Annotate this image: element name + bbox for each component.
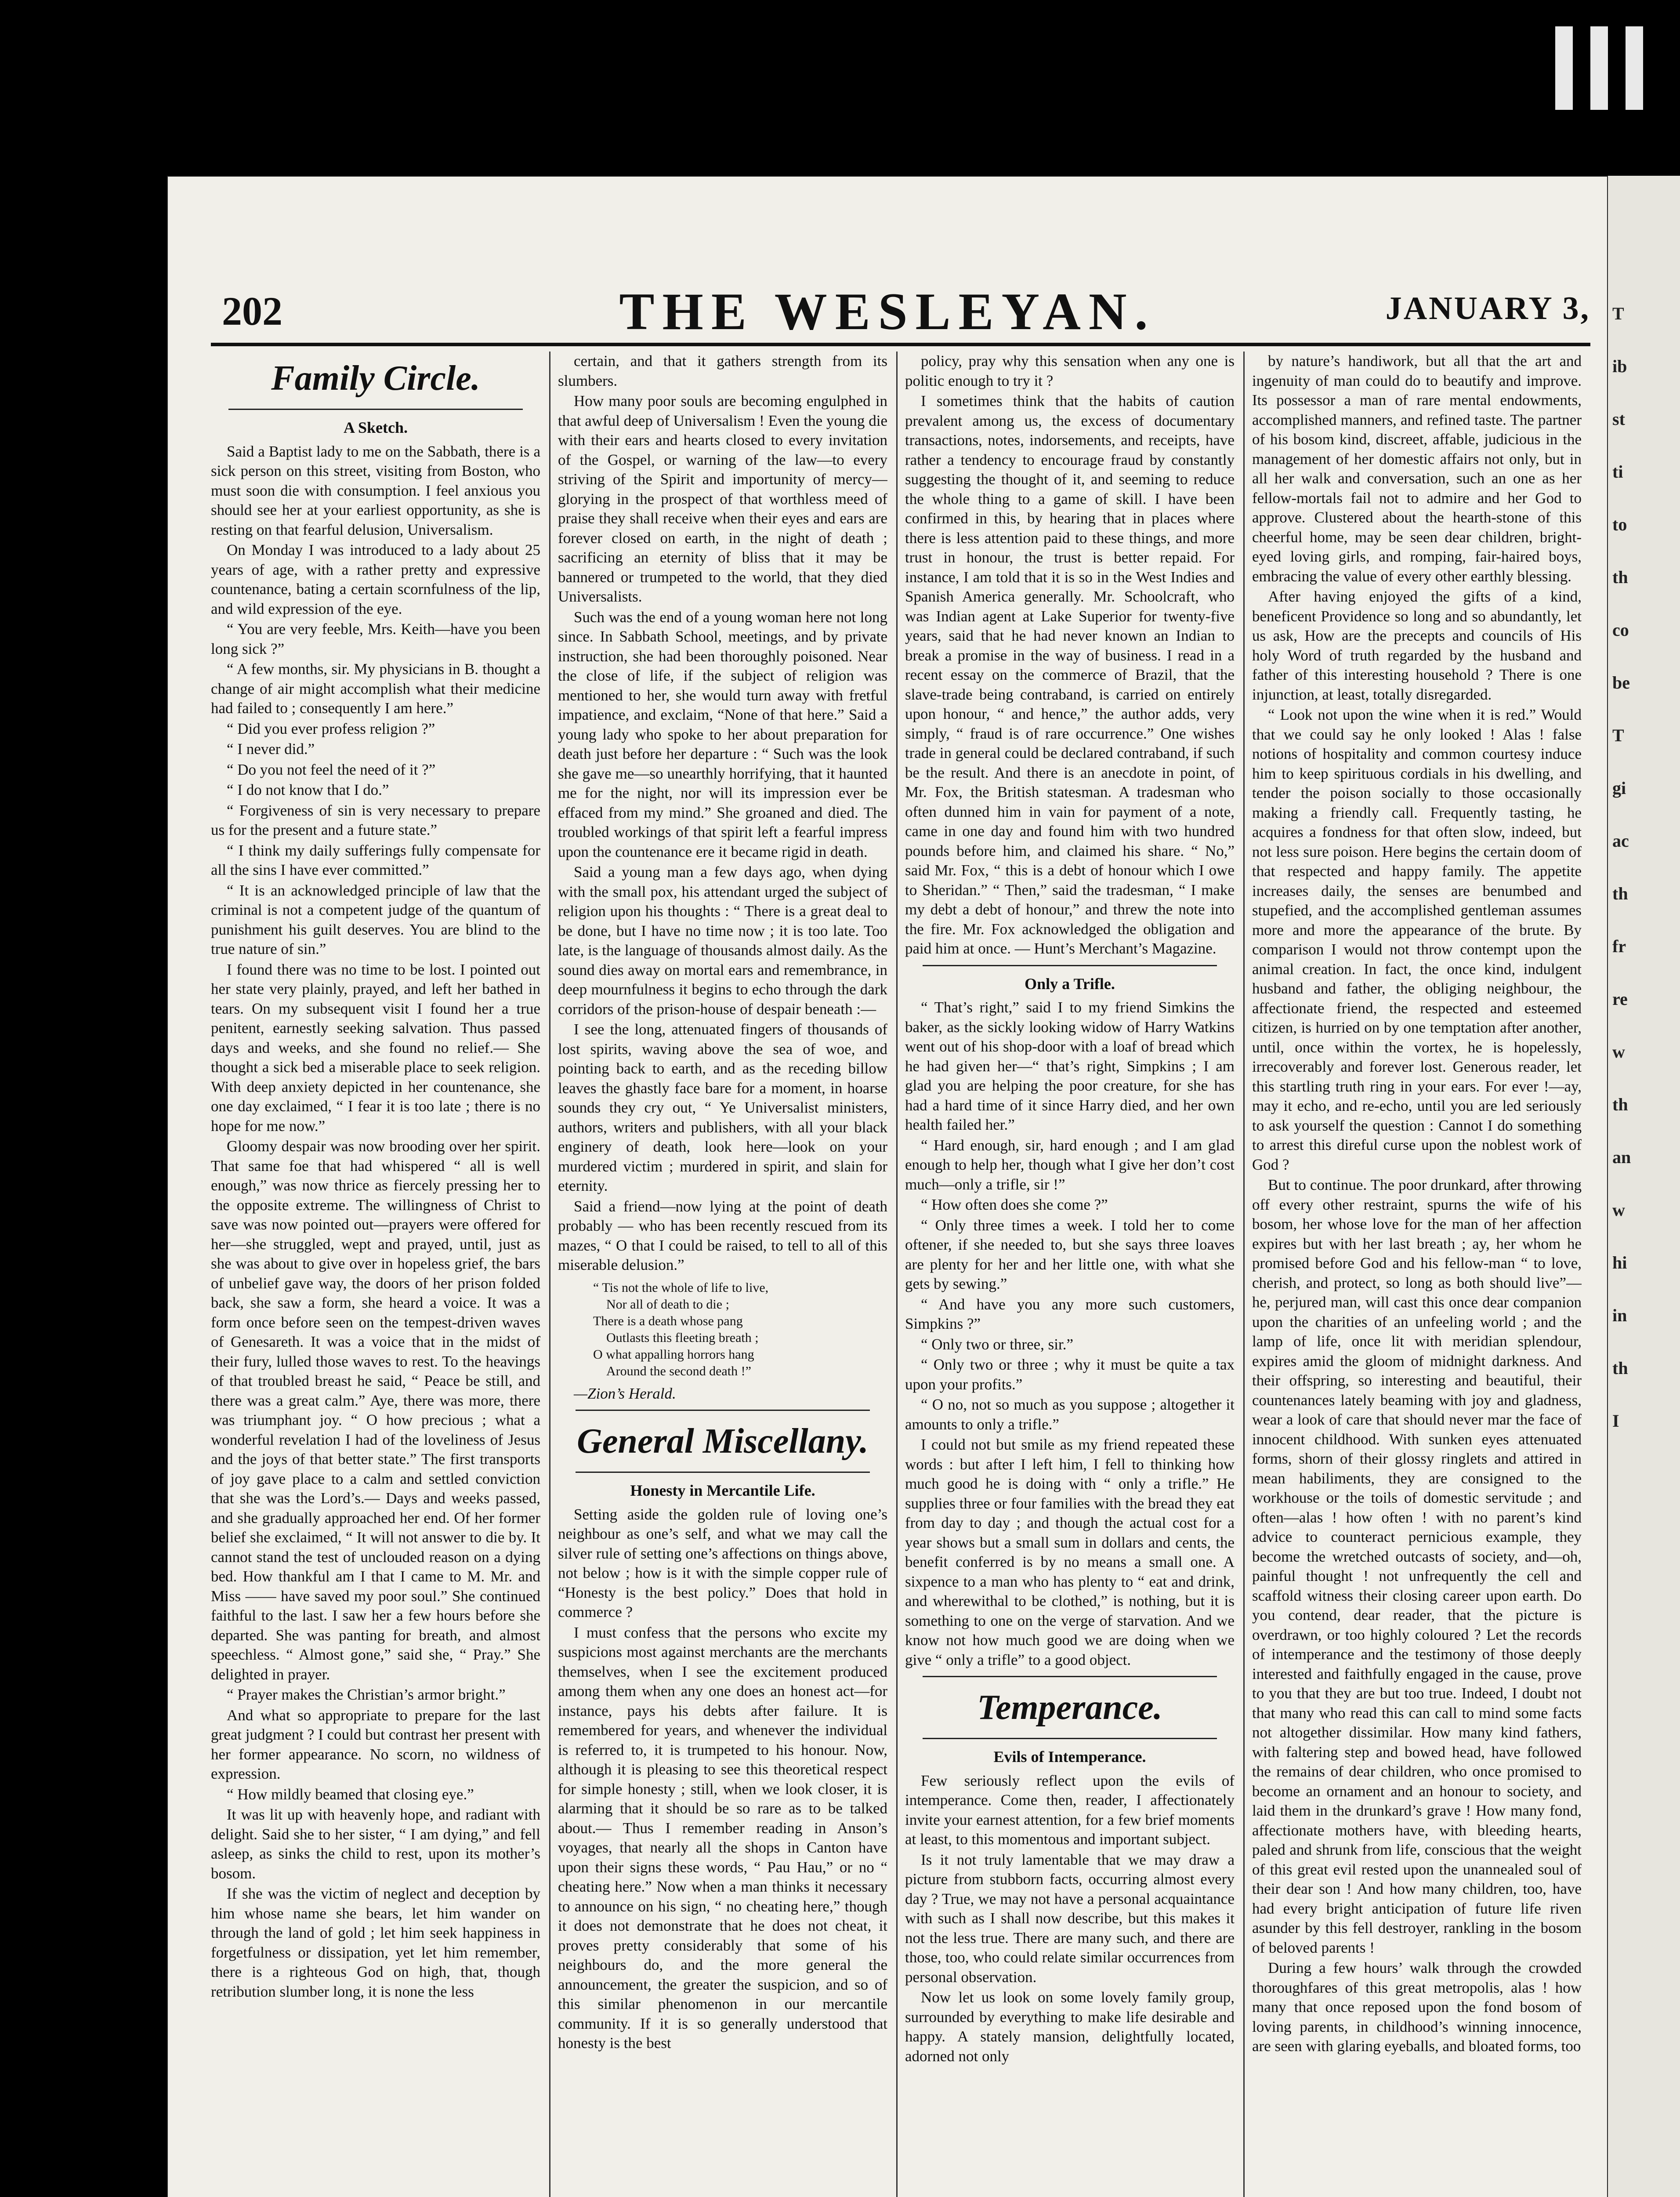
paragraph: “ You are very feeble, Mrs. Keith—have you been long sick ?” bbox=[211, 620, 540, 657]
paragraph: Said a friend—now lying at the point of death probably — who has been recently rescued from its mazes, “ O that I could be raised, to tell to all of this miserable delusion.” bbox=[558, 1197, 887, 1273]
paragraph: I sometimes think that the habits of caution prevalent among us, the excess of documentary transactions, notes, indorsements, and receipts, have rather a tendency to encourage fraud by constantly suggesting the thought of it, and seeming to reduce the whole thing to a game of skill. I have been confirmed in this, by hearing that in places where there is less attention paid to these things, and more trust in honour, the trust is better repaid. For instance, I am told that it is so in the West Indies and Spanish America generally. Mr. Schoolcraft, who was Indian agent at Lake Superior for twenty-five years, said that he had never known an Indian to break a promise in the way of business. I read in a recent essay on the commerce of Brazil, that the slave-trade being contraband, is carried on entirely upon honour, “ and hence,” the author adds, very simply, “ fraud is of rare occurrence.” One wishes trade in general could be declared contraband, if such be the result. And there is an anecdote in point, of Mr. Fox, the British statesman. A tradesman who often dunned him in vain for payment of a note, came in one day and found him with two hundred pounds before him, and claimed his share. “ No,” said Mr. Fox, “ this is a debt of honour which I owe to Sheridan.” “ Then,” said the tradesman, “ I make my debt a debt of honour,” and threw the note into the fire. Mr. Fox acknowledged the obligation and paid him at once. — Hunt’s Merchant’s Magazine. bbox=[905, 392, 1235, 957]
divider bbox=[923, 1738, 1217, 1739]
article-body bbox=[905, 998, 1235, 1670]
adjacent-page-fragment: ti bbox=[1612, 462, 1623, 482]
paragraph: After having enjoyed the gifts of a kind, beneficent Providence so long and so abundantly, let us ask, How are the precepts and councils of His holy Word of truth regarded by the husband and father of this interesting household ? There is one injunction, at least, totally disregarded. bbox=[1252, 588, 1582, 703]
paragraph: I see the long, attenuated fingers of thousands of lost spirits, waving above the sea of woe, and pointing back to earth, and as the receding billow leaves the ghastly face bare for a moment, in hoarse sounds they cry out, “ Ye Universalist ministers, authors, writers and publishers, with all your black enginery of death, look here—look on your murdered victim ; murdered in spirit, and slain for eternity. bbox=[558, 1021, 887, 1194]
paragraph: I found there was no time to be lost. I pointed out her state very plainly, prayed, and left her bathed in tears. On my subsequent visit I found her a true penitent, earnestly seeking salvation. Thus passed days and weeks, and she found no relief.— She thought a sick bed a miserable place to seek religion. With deep anxiety depicted in her countenance, she one day exclaimed, “ I fear it is too late ; there is no hope for me now.” bbox=[211, 961, 540, 1135]
paragraph: “ O no, not so much as you suppose ; altogether it amounts to only a trifle.” bbox=[905, 1396, 1235, 1433]
paragraph: Gloomy despair was now brooding over her spirit. That same foe that had whispered “ all is well enough,” was now thrice as fiercely pressing her to the opposite extreme. The willingness of Christ to save was now pointed out—prayers were offered for her—she struggled, wept and prayed, until, just as she was about to give over in hopeless grief, the bars of unbelief gave way, the doors of her prison folded back, she saw a form, she heard a voice. It was a form once before seen on the tempest-driven waves of Genesareth. It was a voice that in the midst of their fury, lulled those waves to rest. To the heavings of that troubled breast he said, “ Peace be still, and there was a great calm.” Aye, there was more, there was triumphant joy. “ O how precious ; what a wonderful revelation I had of the loveliness of Jesus and the joys of that better state.” The first transports of joy gave place to a calm and settled conviction that she was the Lord’s.— Days and weeks passed, and she gradually approached her end. Of her former belief she exclaimed, “ It will not answer to die by. It cannot stand the test of unclouded reason on a dying bed. How thankful am I that I came to M. Mr. and Miss —— have saved my poor soul.” She continued faithful to the last. I saw her a few hours before she departed. She was panting for breath, and almost speechless. “ Almost gone,” said she, “ Pray.” She delighted in prayer. bbox=[211, 1138, 540, 1683]
paragraph: certain, and that it gathers strength from its slumbers. bbox=[558, 352, 887, 389]
section-heading-general-miscellany: General Miscellany. bbox=[577, 1422, 869, 1461]
paragraph: “ How often does she come ?” bbox=[921, 1196, 1108, 1213]
adjacent-page-fragment: th bbox=[1612, 884, 1628, 903]
paragraph: “ A few months, sir. My physicians in B. thought a change of air might accomplish what their medicine had failed to ; consequently I am here.” bbox=[211, 660, 540, 717]
paragraph: “ I do not know that I do.” bbox=[227, 781, 389, 798]
adjacent-page-fragment: T bbox=[1612, 725, 1624, 745]
paragraph: On Monday I was introduced to a lady about 25 years of age, with a rather pretty and expressive countenance, bating a certain scornfulness of the lip, and wild expression of the eye. bbox=[211, 541, 540, 617]
paragraph: Setting aside the golden rule of loving one’s neighbour as one’s self, and what we may call the silver rule of setting one’s affections on things above, not below ; how is it with the simple copper rule of “Honesty is the best policy.” Does that hold in commerce ? bbox=[558, 1505, 887, 1621]
section-heading-temperance: Temperance. bbox=[977, 1688, 1162, 1727]
divider bbox=[576, 1472, 870, 1473]
adjacent-page-fragment: in bbox=[1612, 1305, 1627, 1325]
article-title-a-sketch: A Sketch. bbox=[343, 419, 408, 436]
article-body bbox=[558, 1505, 887, 2053]
adjacent-page-fragment: I bbox=[1612, 1411, 1619, 1431]
adjacent-page-fragment: w bbox=[1612, 1200, 1625, 1220]
adjacent-page-fragment: T bbox=[1612, 304, 1624, 323]
paragraph: “ It is an acknowledged principle of law that the criminal is not a competent judge of the quantum of punishment his guilt deserves. You are blind to the true nature of sin.” bbox=[211, 881, 540, 957]
paragraph: “ That’s right,” said I to my friend Simkins the baker, as the sickly looking widow of Harry Watkins went out of his shop-door with a loaf of bread which he had given her—“ that’s right, Simpkins ; I am glad you are helping the poor creature, for she has had a hard time of it since Harry died, and her own health failed her.” bbox=[905, 999, 1235, 1133]
paragraph: And what so appropriate to prepare for the last great judgment ? I could but contrast her present with her former appearance. No scorn, no wildness of expression. bbox=[211, 1706, 540, 1782]
paragraph: by nature’s handiwork, but all that the art and ingenuity of man could do to beautify and improve. Its possessor a man of rare mental endowments, accomplished manners, and refined taste. The partner of his bosom kind, discreet, affable, judicious in the management of her domestic affairs not only, but in all her walk and conversation, such an one as her fellow-mortals fail not to admire and her God to approve. Clustered about the hearth-stone of this cheerful home, may be seen dear children, bright-eyed loving girls, and romping, fair-haired boys, embracing the value of every other earthly blessing. bbox=[1252, 352, 1582, 585]
verse-line: Around the second death !” bbox=[606, 1363, 751, 1378]
paragraph: Said a Baptist lady to me on the Sabbath, there is a sick person on this street, visiting from Boston, who must soon die with consumption. I feel anxious you should see her at your earliest opportunity, as she is resting on that fearful delusion, Universalism. bbox=[211, 442, 540, 538]
paragraph: “ Did you ever profess religion ?” bbox=[227, 720, 435, 737]
paragraph: “ Hard enough, sir, hard enough ; and I am glad enough to help her, though what I give her don’t cost much—only a trifle, sir !” bbox=[905, 1136, 1235, 1193]
page-number: 202 bbox=[222, 289, 282, 334]
paragraph: Is it not truly lamentable that we may draw a picture from stubborn facts, occurring almost every day ? True, we may not have a personal acquaintance with such as I shall now describe, but this makes it not the less true. There are many such, and there are those, too, who could relate similar occurrences from personal observation. bbox=[905, 1851, 1235, 1986]
paragraph: “ Forgiveness of sin is very necessary to prepare us for the present and a future state.” bbox=[211, 801, 540, 838]
adjacent-page-fragment: ib bbox=[1612, 356, 1627, 376]
divider bbox=[923, 965, 1217, 966]
divider bbox=[576, 1410, 870, 1411]
margin-bar-top bbox=[1590, 26, 1608, 110]
paragraph: I must confess that the persons who excite my suspicions most against merchants are the merchants themselves, when I see the excitement produced among them when any one does an honest act—for instance, pays his debts after failure. It is remembered for years, and whenever the individual is referred to, it is trumpeted to his honour. Now, although it is pleasing to see this theoretical respect for simple honesty ; still, when we look closer, it is alarming that it should be so rare as to be talked about.— Thus I remember reading in Anson’s voyages, that nearly all the shops in Canton have upon their signs these words, “ Pau Hau,” or no “ cheating here.” Now when a man thinks it necessary to announce on his sign, “ no cheating here,” though it does not demonstrate that he does not cheat, it proves pretty considerably that some of his neighbours do, and the more general the announcement, the greater the suspicion, and so of this similar phenomenon in our mercantile community. If it is so generally understood that honesty is the best bbox=[558, 1624, 887, 2052]
paragraph: But to continue. The poor drunkard, after throwing off every other restraint, spurns the wife of his bosom, her whose love for the man of her affection expires but with her last breath ; ay, her whom he promised before God and his fellow-man “ to love, cherish, and protect, so long as both should live”—he, perjured man, will cast this once dear companion upon the charities of an unfeeling world ; and the lamp of life, once lit with meridian splendour, expires amid the gloom of midnight darkness. And their offspring, so interesting and beautiful, their countenances lately beaming with joy and gladness, wear a look of care that should never mar the face of innocent childhood. With sunken eyes attenuated forms, shorn of their glossy ringlets and attired in mean habiliments, they are consigned to the workhouse or the toils of domestic servitude ; and often—alas ! how often ! with no parent’s kind advice to counteract pernicious example, they become the wretched outcasts of society, and—oh, painful thought ! not unfrequently the cell and scaffold witness their closing career upon earth. Do you contend, dear reader, that the picture is overdrawn, or too highly coloured ? Let the records of intemperance and the testimony of those deeply interested and faithfully engaged in the cause, prove to you that they are but too true. Indeed, I doubt not that many who read this can call to mind some facts not altogether dissimilar. How many kind fathers, with faltering step and bowed head, have followed the remains of dear children, who once promised to become an ornament and an honour to society, and laid them in the drunkard’s grave ! How many fond, affectionate mothers have, with bleeding hearts, paled and shrunk from life, conscious that the weight of this great evil rested upon the unannealed soul of their dear son ! And how many children, too, have had every bright anticipation of future life riven asunder by this fell destroyer, rankling in the bosom of beloved parents ! bbox=[1252, 1176, 1582, 1956]
divider bbox=[923, 1676, 1217, 1677]
column-4 bbox=[1252, 352, 1582, 2197]
adjacent-page-fragment: be bbox=[1612, 673, 1630, 692]
paragraph: “ I never did.” bbox=[227, 740, 315, 758]
adjacent-page-fragment: st bbox=[1612, 409, 1625, 429]
masthead-title: THE WESLEYAN. bbox=[619, 282, 1156, 341]
issue-date: JANUARY 3, bbox=[1385, 290, 1590, 326]
verse-line: There is a death whose pang bbox=[593, 1313, 743, 1328]
verse-line: Outlasts this fleeting breath ; bbox=[606, 1330, 759, 1345]
paragraph: “ Do you not feel the need of it ?” bbox=[227, 761, 436, 778]
paragraph: During a few hours’ walk through the crowded thoroughfares of this great metropolis, alas ! how many that once reposed upon the fond bosom of loving parents, in childhood’s winning innocence, are seen with glaring eyeballs, and bloated forms, too bbox=[1252, 1959, 1582, 2055]
paragraph: “ Prayer makes the Christian’s armor bright.” bbox=[227, 1686, 506, 1703]
adjacent-page-fragment: gi bbox=[1612, 778, 1626, 798]
newspaper-page bbox=[167, 176, 1608, 2197]
article-title-honesty: Honesty in Mercantile Life. bbox=[630, 1482, 815, 1499]
verse-line: O what appalling horrors hang bbox=[593, 1347, 754, 1362]
adjacent-page-fragment: to bbox=[1612, 515, 1627, 534]
paragraph: “ Look not upon the wine when it is red.” Would that we could say he only looked ! Alas ! false notions of hospitality and common courtesy induce him to keep spirituous cordials in his dwelling, and tender the poison socially to those occasionally making a friendly call. Frequently tasting, he acquires a fondness for that often slow, indeed, but not less sure poison. Here begins the certain doom of that respected and happy family. The appetite increases daily, the senses are benumbed and stupefied, and the accomplished gentleman assumes more and more the appearance of the brute. By comparison I would not throw contempt upon the animal creation. In fact, the once kind, indulgent husband and father, the obliging neighbour, the affectionate friend, the respected and esteemed citizen, is hurried on by one temptation after another, until, once within the vortex, he is hopelessly, irrecoverably and forever lost. Generous reader, let this startling truth ring in your ears. For ever !—ay, may it echo, and re-echo, until you are led seriously to ask yourself the question : Cannot I do something to arrest this direful curse upon the noblest work of God ? bbox=[1252, 706, 1582, 1173]
paragraph: How many poor souls are becoming engulphed in that awful deep of Universalism ! Even the young die with their ears and hearts closed to every invitation of the Gospel, or warning of the law—to every striving of the Spirit and importunity of mercy—glorying in the prospect of that worthless meed of praise they shall receive when their eyes and ears are forever closed on earth, in the night of death ; sacrificing an eternity of bliss that it may be bannered or trumpeted to the world, that they died Universalists. bbox=[558, 392, 887, 605]
adjacent-page-fragment: an bbox=[1612, 1147, 1631, 1167]
column-1 bbox=[211, 352, 540, 2197]
column-divider bbox=[896, 352, 898, 2197]
adjacent-page-fragment: co bbox=[1612, 620, 1629, 640]
paragraph: “ Only three times a week. I told her to come oftener, if she needed to, but she says three loaves are plenty for her and her little one, with what she gets by sewing.” bbox=[905, 1216, 1235, 1292]
adjacent-page-fragment: ac bbox=[1612, 831, 1629, 851]
column-3 bbox=[905, 352, 1235, 2197]
margin-bar-top bbox=[1555, 26, 1573, 110]
paragraph: “ I think my daily sufferings fully compensate for all the sins I have ever committed.” bbox=[211, 841, 540, 878]
article-body bbox=[1252, 352, 1582, 2056]
article-body bbox=[211, 442, 540, 2002]
paragraph: Few seriously reflect upon the evils of intemperance. Come then, reader, I affectionately invite your earnest attention, for a few brief moments at least, to this momentous and important subject. bbox=[905, 1772, 1235, 1848]
header-rule bbox=[211, 343, 1590, 346]
column-divider bbox=[549, 352, 550, 2197]
adjacent-page-fragment: fr bbox=[1612, 936, 1626, 956]
article-body bbox=[905, 352, 1235, 959]
paragraph: I could not but smile as my friend repeated these words : but after I left him, I fell to thinking how much good he is doing with “ only a trifle.” He supplies three or four families with the bread they eat from day to day ; and though the actual cost for a year shows but a small sum in dollars and cents, the benefit conferred is by no means a small one. A sixpence to a man who has plenty to “ eat and drink, and wherewithal to be clothed,” is nothing, but it is something to one on the verge of starvation. And we know not how much good we are doing when we give “ only a trifle” to a good object. bbox=[905, 1436, 1235, 1668]
adjacent-page-fragment: th bbox=[1612, 1095, 1628, 1114]
paragraph: “ Only two or three ; why it must be quite a tax upon your profits.” bbox=[905, 1356, 1235, 1393]
margin-bar-top bbox=[1626, 26, 1643, 110]
adjacent-page-fragment: th bbox=[1612, 1358, 1628, 1378]
adjacent-page-fragment: re bbox=[1612, 989, 1628, 1009]
paragraph: It was lit up with heavenly hope, and radiant with delight. Said she to her sister, “ I am dying,” and fell asleep, as sinks the child to rest, upon its mother’s bosom. bbox=[211, 1806, 540, 1882]
article-title-only-a-trifle: Only a Trifle. bbox=[1025, 975, 1115, 993]
source-credit: —Zion’s Herald. bbox=[574, 1385, 676, 1402]
paragraph: If she was the victim of neglect and deception by him whose name she bears, let him wander on through the land of gold ; let him seek happiness in forgetfulness or dissipation, yet let him remember, there is a righteous God on high, that, though retribution slumber long, it is none the less bbox=[211, 1885, 540, 2000]
paragraph: policy, pray why this sensation when any one is politic enough to try it ? bbox=[905, 352, 1235, 389]
article-body bbox=[905, 1771, 1235, 2066]
adjacent-page-fragment: th bbox=[1612, 567, 1628, 587]
verse-line: Nor all of death to die ; bbox=[606, 1297, 729, 1312]
paragraph: “ Only two or three, sir.” bbox=[921, 1335, 1073, 1353]
adjacent-page-fragment: hi bbox=[1612, 1253, 1627, 1273]
verse bbox=[558, 1280, 887, 1380]
section-heading-family-circle: Family Circle. bbox=[271, 359, 480, 398]
adjacent-page-fragment: w bbox=[1612, 1042, 1625, 1062]
article-title-evils-of-intemperance: Evils of Intemperance. bbox=[993, 1748, 1146, 1766]
paragraph: “ How mildly beamed that closing eye.” bbox=[227, 1785, 474, 1803]
adjacent-page-edge bbox=[1608, 176, 1680, 2197]
paragraph: Such was the end of a young woman here not long since. In Sabbath School, meetings, and by private instruction, she had been thoroughly poisoned. Near the close of life, if the subject of religion was mentioned to her, she would turn away with fretful impatience, and exclaim, “None of that here.” Said a young lady who spoke to her about preparation for death just before her departure : “ Such was the look she gave me—so unearthly horrifying, that it haunted me for the night, nor will its impression ever be effaced from my mind.” She groaned and died. The troubled workings of that spirit left a fearful impress upon the countenance ere it became rigid in death. bbox=[558, 608, 887, 860]
verse-line: “ Tis not the whole of life to live, bbox=[593, 1280, 769, 1295]
article-body bbox=[558, 352, 887, 1275]
divider bbox=[228, 409, 523, 410]
column-divider bbox=[1243, 352, 1245, 2197]
paragraph: “ And have you any more such customers, Simpkins ?” bbox=[905, 1295, 1235, 1332]
column-2 bbox=[558, 352, 887, 2197]
paragraph: Said a young man a few days ago, when dying with the small pox, his attendant urged the subject of religion upon his thoughts : “ There is a great deal to be done, but I have no time now ; it is too late. Too late, is the language of thousands almost daily. As the sound dies away on mortal ears and remembrance, in deep mournfulness it begins to echo through the dark corridors of the prison-house of despair beneath :— bbox=[558, 863, 887, 1018]
paragraph: Now let us look on some lovely family group, surrounded by everything to make life desirable and happy. A stately mansion, delightfully located, adorned not only bbox=[905, 1989, 1235, 2065]
